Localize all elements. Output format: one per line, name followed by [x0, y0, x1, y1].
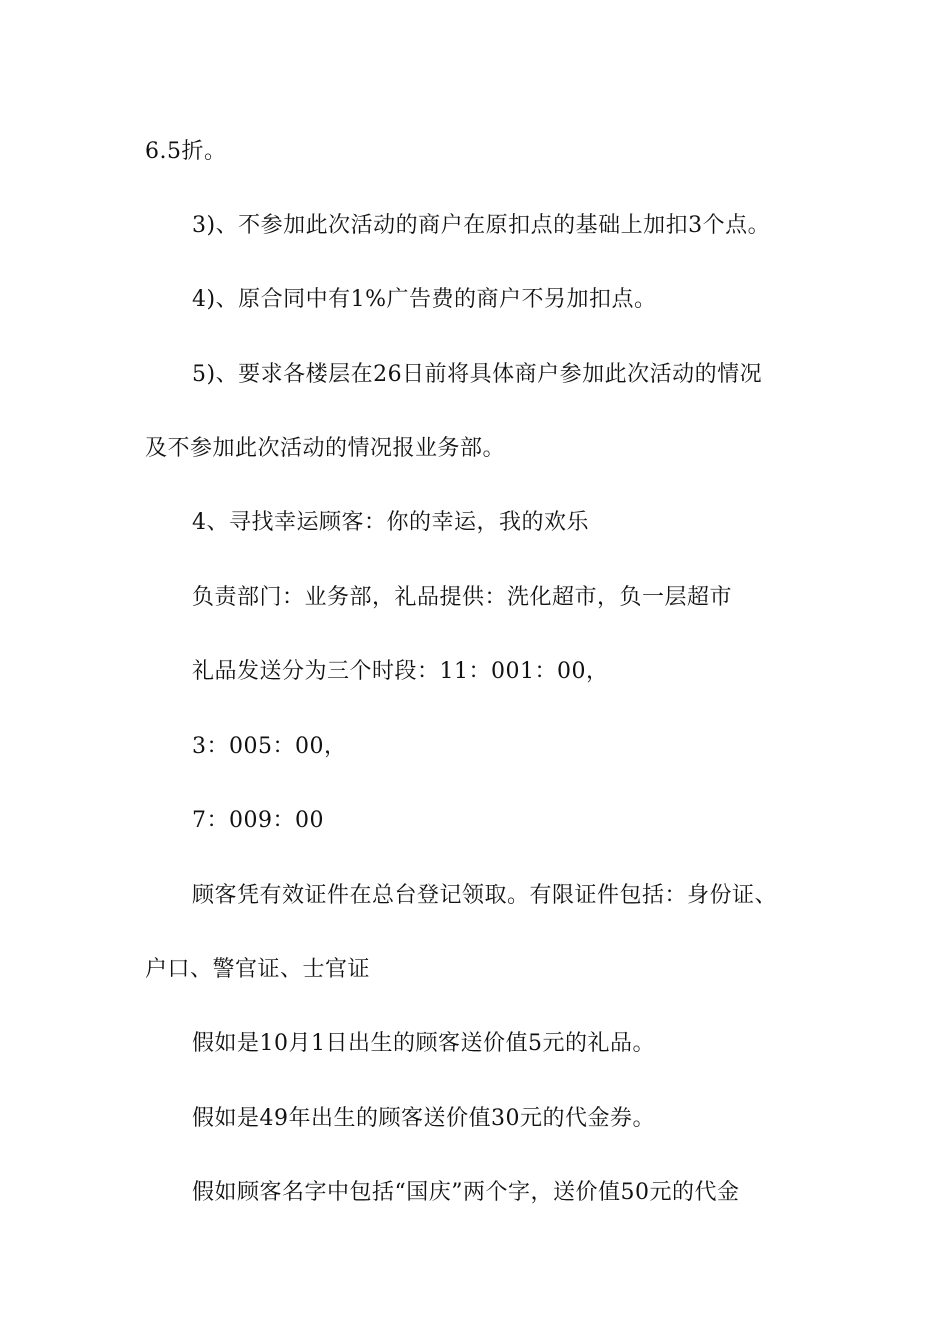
paragraph-line: 礼品发送分为三个时段：11：001：00，	[192, 659, 609, 684]
section-heading: 4、寻找幸运顾客：你的幸运，我的欢乐	[192, 510, 589, 535]
paragraph-line: 3)、不参加此次活动的商户在原扣点的基础上加扣3个点。	[192, 213, 771, 238]
paragraph-line: 顾客凭有效证件在总台登记领取。有限证件包括：身份证、	[192, 883, 778, 908]
paragraph-line: 3：005：00，	[192, 734, 347, 759]
paragraph-line: 4)、原合同中有1%广告费的商户不另加扣点。	[192, 287, 657, 312]
paragraph-line: 假如是49年出生的顾客送价值30元的代金券。	[192, 1106, 655, 1131]
paragraph-line: 及不参加此次活动的情况报业务部。	[145, 436, 506, 461]
paragraph-line: 假如是10月1日出生的顾客送价值5元的礼品。	[192, 1031, 655, 1056]
paragraph-line: 6.5折。	[145, 139, 227, 164]
paragraph-line: 5)、要求各楼层在26日前将具体商户参加此次活动的情况	[192, 362, 763, 387]
paragraph-line: 负责部门：业务部，礼品提供：洗化超市，负一层超市	[192, 585, 733, 610]
paragraph-line: 假如顾客名字中包括“国庆”两个字，送价值50元的代金	[192, 1180, 740, 1205]
paragraph-line: 7：009：00	[192, 808, 324, 833]
paragraph-line: 户口、警官证、士官证	[145, 957, 371, 982]
